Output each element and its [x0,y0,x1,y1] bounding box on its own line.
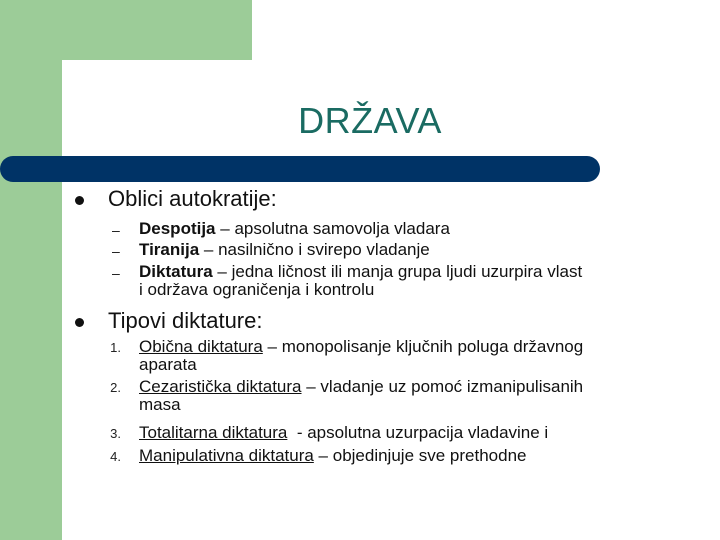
separator: – [199,240,219,259]
term: Obična diktatura [139,337,263,356]
list-item-diktatura [139,263,699,299]
dash-marker: – [112,222,120,238]
list-item-manipulativna [139,447,699,465]
number-marker: 3. [110,426,121,441]
separator: – [215,219,235,238]
separator: - [287,423,308,442]
bullet-icon [75,196,84,205]
decorative-green-left [0,0,62,540]
number-marker: 2. [110,380,121,395]
dash-marker: – [112,265,120,281]
description: nasilnično i svirepo vladanje [218,240,430,259]
term: Tiranija [139,240,200,259]
bullet-icon [75,318,84,327]
list-item-totalitarna [139,424,699,442]
separator: – [262,337,282,356]
term: Despotija [139,219,216,238]
separator: – [212,262,232,281]
description: apsolutna samovolja vladara [234,219,450,238]
term: Cezaristička diktatura [139,377,302,396]
section-heading-autocracy: Oblici autokratije: [108,186,277,211]
list-item-obicna [139,338,699,374]
term: Diktatura [139,262,213,281]
description: vladanje uz pomoć izmanipulisanih [320,377,584,396]
dash-marker: – [112,243,120,259]
term: Manipulativna diktatura [139,446,314,465]
description: monopolisanje ključnih poluga državnog [281,337,584,356]
description: objedinjuje sve prethodne [332,446,527,465]
separator: – [301,377,321,396]
list-item-tiranija [139,241,699,259]
description-continued: masa [139,395,181,414]
list-item-despotija [139,220,699,238]
title-underline-bar [0,156,600,182]
section-heading-dictatorship-types: Tipovi diktature: [108,308,263,333]
term: Totalitarna diktatura [139,423,288,442]
slide-title: DRŽAVA [298,100,442,141]
separator: – [313,446,333,465]
description: apsolutna uzurpacija vladavine i [307,423,549,442]
number-marker: 1. [110,340,121,355]
description-continued: aparata [139,355,197,374]
description: jedna ličnost ili manja grupa ljudi uzurpira vlast [231,262,583,281]
list-item-cezaristicka [139,378,699,414]
number-marker: 4. [110,449,121,464]
description-continued: i održava ograničenja i kontrolu [139,280,375,299]
